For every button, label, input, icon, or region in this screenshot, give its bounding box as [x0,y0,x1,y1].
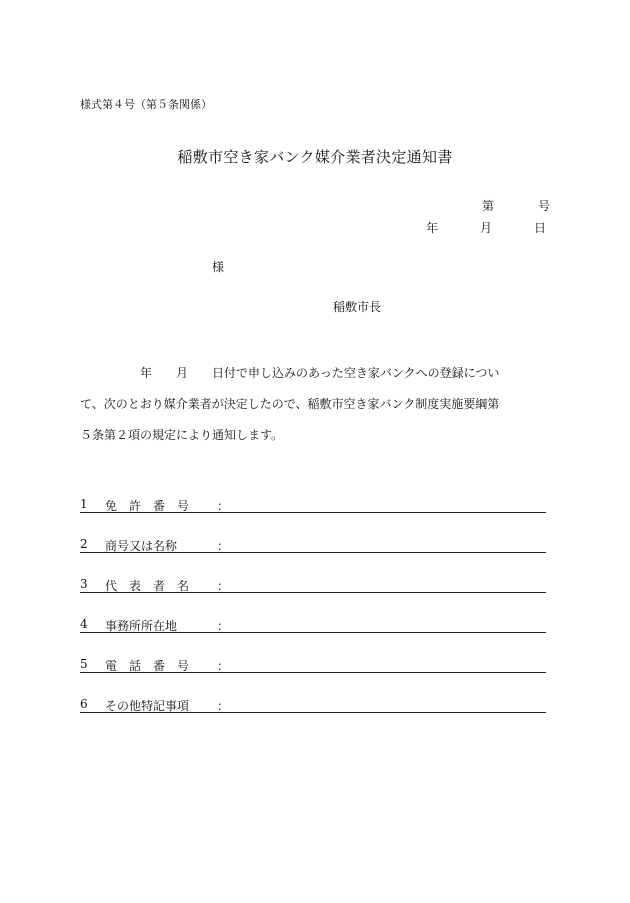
item-trade-name [80,535,546,575]
body-paragraph [80,358,550,451]
item-colon: ： [217,699,230,713]
item-number: 4 [80,617,88,631]
item-list [80,495,546,735]
item-underline [80,495,546,513]
item-phone-number [80,655,546,695]
document-number [482,197,550,214]
date-month: 月 [480,221,493,235]
item-colon: ： [217,579,230,593]
item-number: 5 [80,657,88,671]
item-underline [80,655,546,673]
item-representative [80,575,546,615]
item-label: その他特記事項 [105,699,190,713]
date-year: 年 [426,221,439,235]
issue-date [426,219,546,236]
form-number: 様式第４号（第５条関係） [80,98,212,111]
item-number: 6 [80,697,88,711]
item-label: 事務所所在地 [105,619,178,633]
document-number-dai: 第 [482,199,495,213]
item-underline [80,575,546,593]
item-number: 2 [80,537,88,551]
item-colon: ： [217,499,230,513]
addressee-suffix: 様 [212,260,225,274]
item-number: 1 [80,497,88,511]
item-label: 免 許 番 号 [105,499,190,513]
item-label: 代 表 者 名 [105,579,190,593]
item-label: 電 話 番 号 [105,659,190,673]
item-office-address [80,615,546,655]
document-title: 稲敷市空き家バンク媒介業者決定通知書 [177,148,453,166]
item-label: 商号又は名称 [105,539,178,553]
body-line-2: て、次のとおり媒介業者が決定したので、稲敷市空き家バンク制度実施要綱第 [80,397,500,411]
item-underline [80,695,546,713]
document-number-go: 号 [538,199,551,213]
body-line-1: 年 月 日付で申し込みのあった空き家バンクへの登録につい [80,366,500,380]
item-other-notes [80,695,546,735]
sender: 稲敷市長 [333,300,382,314]
item-colon: ： [217,539,230,553]
item-colon: ： [217,619,230,633]
item-license-number [80,495,546,535]
item-colon: ： [217,659,230,673]
date-day: 日 [534,221,547,235]
body-line-3: ５条第２項の規定により通知します。 [80,428,284,442]
item-underline [80,535,546,553]
item-number: 3 [80,577,88,591]
item-underline [80,615,546,633]
